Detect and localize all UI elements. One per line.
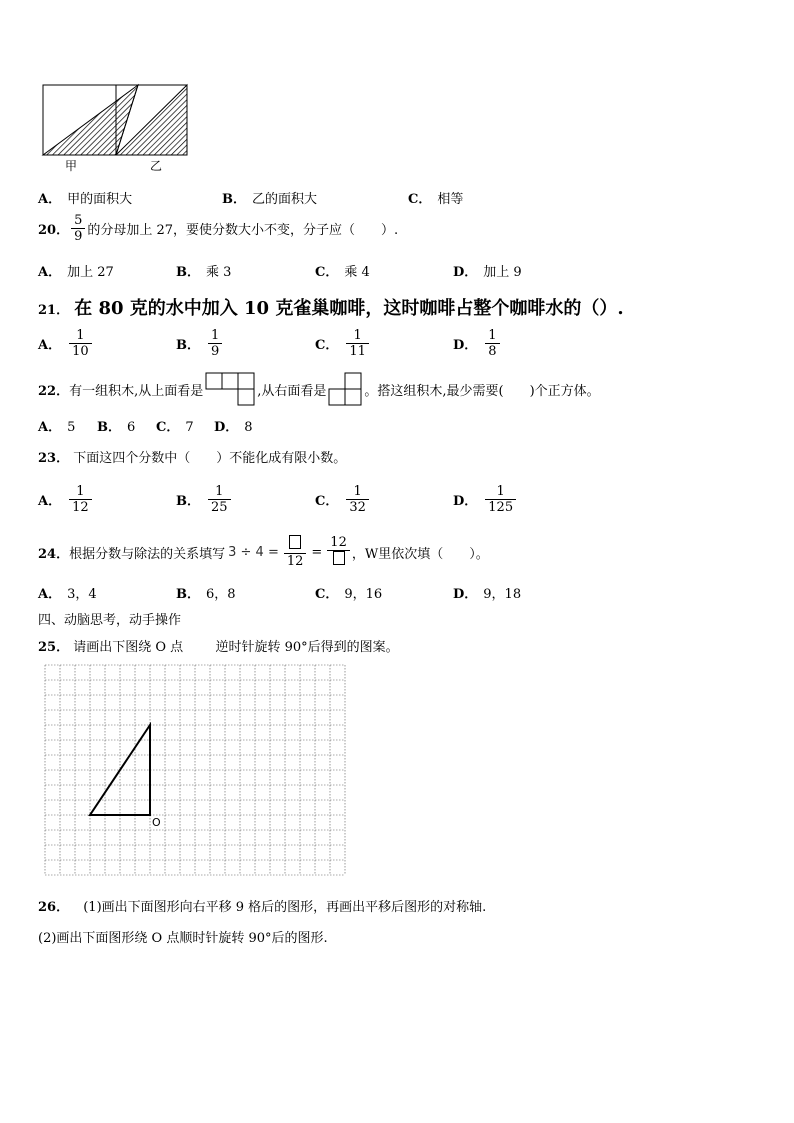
- q26-text-1: (1)画出下面图形向右平移 9 格后的图形，再画出平移后图形的对称轴.: [83, 900, 487, 915]
- q25-text-a: 请画出下图绕 O 点: [73, 640, 184, 655]
- q22-text-c: 。搭这组积木,最少需要( )个正方体。: [364, 383, 600, 399]
- q20-option-c[interactable]: C． 乘 4: [315, 265, 370, 280]
- q24-blank-box-2: [333, 551, 345, 565]
- q19-option-a[interactable]: A． 甲的面积大: [38, 192, 133, 207]
- q25-question: [38, 636, 399, 655]
- q25-point-o-label: O: [152, 816, 161, 829]
- q20-number: 20．: [38, 223, 70, 238]
- q20-text: 的分母加上 27，要使分数大小不变，分子应（ ）.: [87, 223, 399, 238]
- q22-text-a: 有一组积木,从上面看是: [69, 383, 204, 399]
- q20-fraction: $\frac{5}{9}$: [71, 213, 85, 244]
- q24-blank-box-1: [289, 535, 301, 549]
- q21-number: 21．: [38, 303, 70, 318]
- q21-option-b[interactable]: B． $\frac{1}{9}$: [176, 328, 224, 359]
- q24-question: [38, 535, 489, 569]
- q23-question: [38, 447, 346, 466]
- q24-expression: 3 ÷ 4 =: [228, 544, 279, 560]
- q22-right-view: [328, 372, 362, 406]
- q20-option-b[interactable]: B． 乘 3: [176, 265, 232, 280]
- q23-text: 下面这四个分数中（ ）不能化成有限小数。: [73, 451, 347, 466]
- q22-text-b: ,从右面看是: [257, 383, 327, 399]
- q19-option-b[interactable]: B． 乙的面积大: [222, 192, 318, 207]
- q22-question: [38, 372, 600, 406]
- q19-triangle-jia: [43, 85, 138, 155]
- q25-grid-figure: [44, 664, 346, 878]
- q21-option-a[interactable]: A． $\frac{1}{10}$: [38, 328, 94, 359]
- q22-option-c[interactable]: C． 7: [156, 420, 194, 435]
- q19-figure: [40, 82, 190, 177]
- q24-option-c[interactable]: C． 9，16: [315, 587, 383, 602]
- q26-line2: (2)画出下面图形绕 O 点顺时针旋转 90°后的图形.: [38, 931, 328, 946]
- q20-option-d[interactable]: D． 加上 9: [453, 265, 522, 280]
- q20-option-a[interactable]: A． 加上 27: [38, 265, 114, 280]
- q22-option-d[interactable]: D． 8: [214, 420, 253, 435]
- q24-option-b[interactable]: B． 6，8: [176, 587, 236, 602]
- q24-text-a: 根据分数与除法的关系填写: [69, 546, 226, 562]
- q19-label-jia: 甲: [65, 159, 78, 173]
- q24-fraction-1: 12: [284, 535, 307, 569]
- q26-number: 26．: [38, 900, 70, 915]
- section-4-title: 四、动脑思考，动手操作: [38, 613, 182, 628]
- q21-question: [38, 294, 624, 320]
- q23-option-a[interactable]: A． $\frac{1}{12}$: [38, 484, 94, 515]
- q22-option-a[interactable]: A． 5: [38, 420, 76, 435]
- q26-line1: [38, 896, 486, 915]
- q25-text-b: 逆时针旋转 90°后得到的图案。: [215, 640, 399, 655]
- q21-option-c[interactable]: C． $\frac{1}{11}$: [315, 328, 371, 359]
- q19-label-yi: 乙: [150, 159, 163, 173]
- q22-option-b[interactable]: B． 6: [97, 420, 136, 435]
- q22-top-view: [205, 372, 255, 406]
- q22-number: 22．: [38, 383, 70, 399]
- q24-equals: =: [311, 544, 323, 560]
- q23-number: 23．: [38, 451, 70, 466]
- q23-option-d[interactable]: D． $\frac{1}{125}$: [453, 484, 518, 515]
- q25-number: 25．: [38, 640, 70, 655]
- q24-option-d[interactable]: D． 9，18: [453, 587, 522, 602]
- q21-text: 在 80 克的水中加入 10 克雀巢咖啡，这时咖啡占整个咖啡水的（）.: [74, 298, 624, 319]
- q24-fraction-2: 12: [327, 535, 350, 569]
- q20-question: [38, 213, 398, 244]
- q23-option-b[interactable]: B． $\frac{1}{25}$: [176, 484, 233, 515]
- q24-text-b: ，W里依次填（ ）。: [351, 546, 489, 562]
- q19-option-c[interactable]: C． 相等: [408, 192, 464, 207]
- q24-number: 24．: [38, 546, 70, 562]
- q24-option-a[interactable]: A． 3，4: [38, 587, 97, 602]
- q23-option-c[interactable]: C． $\frac{1}{32}$: [315, 484, 371, 515]
- q21-option-d[interactable]: D． $\frac{1}{8}$: [453, 328, 502, 359]
